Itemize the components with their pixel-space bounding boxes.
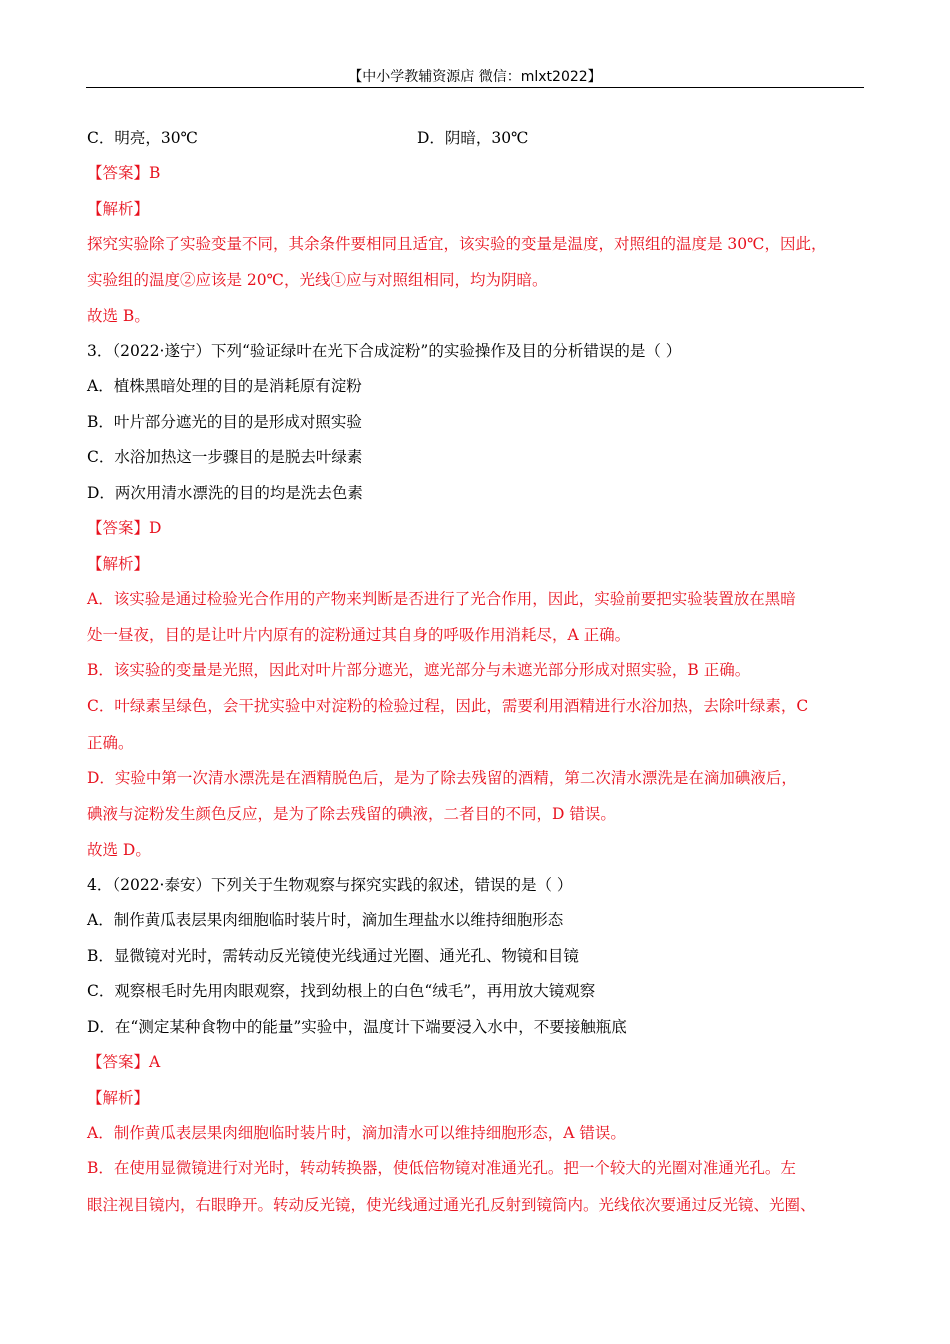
q3-stem: 3．（2022·遂宁）下列“验证绿叶在光下合成淀粉”的实验操作及目的分析错误的是（ ） (87, 342, 682, 360)
q3-option-a: A．植株黑暗处理的目的是消耗原有淀粉 (87, 377, 362, 395)
q2-analysis-line: 实验组的温度②应该是 20℃，光线①应与对照组相同，均为阴暗。 (87, 271, 548, 289)
q3-analysis-line: 碘液与淀粉发生颜色反应，是为了除去残留的碘液，二者目的不同，D 错误。 (87, 805, 616, 823)
q3-option-d: D．两次用清水漂洗的目的均是洗去色素 (87, 484, 363, 502)
q4-analysis-label: 【解析】 (87, 1089, 150, 1107)
q3-analysis-label: 【解析】 (87, 555, 150, 573)
q3-analysis-line: A．该实验是通过检验光合作用的产物来判断是否进行了光合作用，因此，实验前要把实验装置放在黑暗 (87, 590, 796, 608)
q4-option-a: A．制作黄瓜表层果肉细胞临时装片时，滴加生理盐水以维持细胞形态 (87, 911, 564, 929)
q3-option-b: B．叶片部分遮光的目的是形成对照实验 (87, 413, 362, 431)
q3-analysis-line: 处一昼夜，目的是让叶片内原有的淀粉通过其自身的呼吸作用消耗尽，A 正确。 (87, 626, 631, 644)
q4-analysis-line: 眼注视目镜内，右眼睁开。转动反光镜，使光线通过通光孔反射到镜筒内。光线依次要通过反光镜、光圈、 (87, 1196, 816, 1214)
page-header: 【中小学教辅资源店 微信：mlxt2022】 (348, 69, 602, 85)
q2-option-d: D．阴暗，30℃ (417, 129, 529, 147)
q2-analysis-line: 故选 B。 (87, 307, 150, 325)
q2-analysis-label: 【解析】 (87, 200, 150, 218)
q4-answer: 【答案】A (87, 1053, 161, 1071)
q4-option-c: C．观察根毛时先用肉眼观察，找到幼根上的白色“绒毛”，再用放大镜观察 (87, 982, 596, 1000)
q3-analysis-line: 正确。 (87, 734, 134, 752)
q4-analysis-line: B．在使用显微镜进行对光时，转动转换器，使低倍物镜对准通光孔。把一个较大的光圈对准通光孔。左 (87, 1159, 796, 1177)
q2-analysis-line: 探究实验除了实验变量不同，其余条件要相同且适宜，该实验的变量是温度，对照组的温度是 30℃，因此， (87, 235, 827, 253)
q4-analysis-line: A．制作黄瓜表层果肉细胞临时装片时，滴加清水可以维持细胞形态，A 错误。 (87, 1124, 626, 1142)
q3-analysis-line: D．实验中第一次清水漂洗是在酒精脱色后，是为了除去残留的酒精，第二次清水漂洗是在滴加碘液后， (87, 769, 797, 787)
q4-stem: 4．（2022·泰安）下列关于生物观察与探究实践的叙述，错误的是（ ） (87, 876, 573, 894)
header-rule (86, 87, 864, 88)
q3-analysis-line: C．叶绿素呈绿色，会干扰实验中对淀粉的检验过程，因此，需要利用酒精进行水浴加热，去除叶绿素，C (87, 697, 809, 715)
q2-answer: 【答案】B (87, 164, 161, 182)
q3-option-c: C．水浴加热这一步骤目的是脱去叶绿素 (87, 448, 363, 466)
q3-analysis-line: 故选 D。 (87, 841, 151, 859)
q4-option-b: B．显微镜对光时，需转动反光镜使光线通过光圈、通光孔、物镜和目镜 (87, 947, 579, 965)
q3-analysis-line: B．该实验的变量是光照，因此对叶片部分遮光，遮光部分与未遮光部分形成对照实验，B 正确。 (87, 661, 751, 679)
q4-option-d: D．在“测定某种食物中的能量”实验中，温度计下端要浸入水中，不要接触瓶底 (87, 1018, 627, 1036)
q3-answer: 【答案】D (87, 519, 162, 537)
q2-option-c: C．明亮，30℃ (87, 129, 198, 147)
